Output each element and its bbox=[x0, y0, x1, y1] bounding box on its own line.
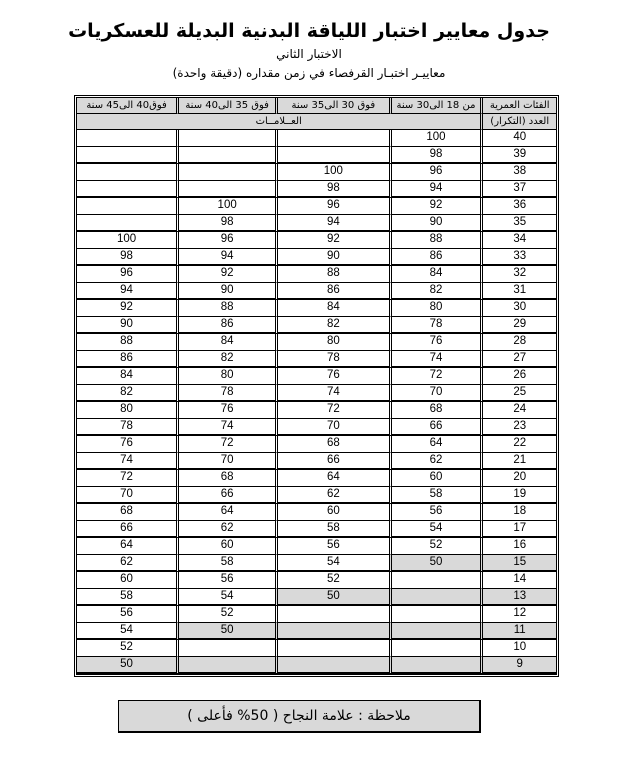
cell-age-30-35: 90 bbox=[275, 249, 388, 267]
table-row bbox=[77, 198, 556, 215]
cell-age-30-35 bbox=[275, 640, 388, 657]
cell-age-35-40: 96 bbox=[176, 232, 275, 249]
cell-age-35-40: 84 bbox=[176, 334, 275, 351]
cell-age-40-45: 82 bbox=[77, 385, 176, 403]
cell-age-40-45: 84 bbox=[77, 368, 176, 385]
cell-count: 40 bbox=[480, 130, 556, 147]
table-row bbox=[77, 283, 556, 301]
cell-age-40-45: 74 bbox=[77, 453, 176, 471]
cell-age-18-30: 100 bbox=[389, 130, 481, 147]
cell-age-40-45 bbox=[77, 130, 176, 147]
cell-age-18-30: 54 bbox=[389, 521, 481, 539]
cell-age-30-35: 86 bbox=[275, 283, 388, 301]
cell-age-35-40: 80 bbox=[176, 368, 275, 385]
cell-age-35-40: 94 bbox=[176, 249, 275, 267]
cell-age-40-45: 96 bbox=[77, 266, 176, 283]
cell-age-35-40: 74 bbox=[176, 419, 275, 437]
table-row bbox=[77, 623, 556, 641]
cell-age-30-35: 88 bbox=[275, 266, 388, 283]
cell-age-40-45: 70 bbox=[77, 487, 176, 505]
cell-age-35-40 bbox=[176, 130, 275, 147]
document-subtitle: الاختبار الثاني bbox=[276, 47, 342, 61]
cell-age-18-30 bbox=[389, 657, 481, 675]
table-row bbox=[77, 368, 556, 385]
cell-age-18-30: 82 bbox=[389, 283, 481, 301]
table-row bbox=[77, 572, 556, 589]
cell-age-30-35: 80 bbox=[275, 334, 388, 351]
cell-age-18-30: 56 bbox=[389, 504, 481, 521]
cell-count: 14 bbox=[480, 572, 556, 589]
table-row bbox=[77, 657, 556, 675]
table-row bbox=[77, 300, 556, 317]
cell-count: 34 bbox=[480, 232, 556, 249]
table-row bbox=[77, 419, 556, 437]
subheader-row bbox=[77, 114, 556, 130]
cell-age-40-45 bbox=[77, 164, 176, 181]
cell-age-40-45 bbox=[77, 198, 176, 215]
cell-age-40-45: 78 bbox=[77, 419, 176, 437]
cell-age-18-30 bbox=[389, 640, 481, 657]
table-row bbox=[77, 249, 556, 267]
table-row bbox=[77, 555, 556, 573]
cell-count: 24 bbox=[480, 402, 556, 419]
cell-age-18-30: 92 bbox=[389, 198, 481, 215]
cell-count: 26 bbox=[480, 368, 556, 385]
cell-age-40-45: 60 bbox=[77, 572, 176, 589]
cell-count: 36 bbox=[480, 198, 556, 215]
cell-count: 12 bbox=[480, 606, 556, 623]
cell-age-35-40: 76 bbox=[176, 402, 275, 419]
cell-age-30-35: 76 bbox=[275, 368, 388, 385]
cell-age-40-45: 94 bbox=[77, 283, 176, 301]
cell-age-40-45 bbox=[77, 181, 176, 199]
table-row bbox=[77, 232, 556, 249]
cell-age-40-45: 76 bbox=[77, 436, 176, 453]
cell-age-40-45: 86 bbox=[77, 351, 176, 369]
cell-age-35-40: 92 bbox=[176, 266, 275, 283]
cell-age-35-40: 52 bbox=[176, 606, 275, 623]
cell-age-35-40: 50 bbox=[176, 623, 275, 641]
cell-age-35-40: 66 bbox=[176, 487, 275, 505]
cell-age-30-35 bbox=[275, 130, 388, 147]
header-age-35-40: فوق 35 الى40 سنة bbox=[176, 98, 275, 114]
cell-count: 39 bbox=[480, 147, 556, 165]
cell-age-35-40: 56 bbox=[176, 572, 275, 589]
table-row bbox=[77, 130, 556, 147]
table-row bbox=[77, 215, 556, 233]
cell-age-18-30: 66 bbox=[389, 419, 481, 437]
cell-age-40-45: 100 bbox=[77, 232, 176, 249]
cell-age-30-35: 98 bbox=[275, 181, 388, 199]
cell-age-40-45: 50 bbox=[77, 657, 176, 675]
cell-count: 19 bbox=[480, 487, 556, 505]
cell-age-35-40: 88 bbox=[176, 300, 275, 317]
cell-age-18-30: 86 bbox=[389, 249, 481, 267]
cell-age-18-30: 50 bbox=[389, 555, 481, 573]
table-row bbox=[77, 589, 556, 607]
cell-age-18-30: 88 bbox=[389, 232, 481, 249]
cell-age-30-35 bbox=[275, 623, 388, 641]
table-row bbox=[77, 521, 556, 539]
cell-count: 23 bbox=[480, 419, 556, 437]
cell-age-35-40: 78 bbox=[176, 385, 275, 403]
cell-age-40-45: 92 bbox=[77, 300, 176, 317]
cell-count: 10 bbox=[480, 640, 556, 657]
cell-age-18-30: 74 bbox=[389, 351, 481, 369]
header-age-groups: الفئات العمرية bbox=[480, 98, 556, 114]
cell-age-18-30: 60 bbox=[389, 470, 481, 487]
cell-count: 22 bbox=[480, 436, 556, 453]
header-age-30-35: فوق 30 الى35 سنة bbox=[275, 98, 388, 114]
cell-age-40-45: 56 bbox=[77, 606, 176, 623]
cell-age-30-35 bbox=[275, 606, 388, 623]
cell-age-30-35 bbox=[275, 657, 388, 675]
table-row bbox=[77, 504, 556, 521]
header-row bbox=[77, 98, 556, 114]
cell-count: 20 bbox=[480, 470, 556, 487]
table-row bbox=[77, 470, 556, 487]
cell-age-35-40: 90 bbox=[176, 283, 275, 301]
cell-age-35-40: 58 bbox=[176, 555, 275, 573]
table-row bbox=[77, 147, 556, 165]
cell-age-18-30: 70 bbox=[389, 385, 481, 403]
cell-count: 37 bbox=[480, 181, 556, 199]
cell-count: 28 bbox=[480, 334, 556, 351]
cell-age-30-35: 70 bbox=[275, 419, 388, 437]
cell-count: 16 bbox=[480, 538, 556, 555]
table-row bbox=[77, 606, 556, 623]
table-row bbox=[77, 538, 556, 555]
cell-age-40-45: 62 bbox=[77, 555, 176, 573]
cell-count: 32 bbox=[480, 266, 556, 283]
cell-age-40-45: 72 bbox=[77, 470, 176, 487]
cell-age-35-40: 86 bbox=[176, 317, 275, 335]
cell-age-40-45: 66 bbox=[77, 521, 176, 539]
cell-age-18-30: 80 bbox=[389, 300, 481, 317]
cell-age-30-35: 58 bbox=[275, 521, 388, 539]
cell-count: 38 bbox=[480, 164, 556, 181]
document-description: معاييـر اختبـار القرفصاء في زمن مقداره (دقيقة واحدة) bbox=[172, 66, 446, 80]
cell-age-40-45: 68 bbox=[77, 504, 176, 521]
cell-age-35-40: 100 bbox=[176, 198, 275, 215]
cell-age-30-35: 66 bbox=[275, 453, 388, 471]
cell-age-18-30 bbox=[389, 572, 481, 589]
cell-age-35-40: 98 bbox=[176, 215, 275, 233]
cell-count: 11 bbox=[480, 623, 556, 641]
cell-age-35-40: 82 bbox=[176, 351, 275, 369]
cell-age-40-45: 80 bbox=[77, 402, 176, 419]
cell-age-30-35: 64 bbox=[275, 470, 388, 487]
cell-age-18-30: 90 bbox=[389, 215, 481, 233]
cell-age-18-30: 52 bbox=[389, 538, 481, 555]
cell-age-30-35: 50 bbox=[275, 589, 388, 607]
document-title: جدول معايير اختبار اللياقة البدنية البديلة للعسكريات bbox=[68, 20, 550, 42]
cell-age-35-40 bbox=[176, 181, 275, 199]
cell-age-35-40: 54 bbox=[176, 589, 275, 607]
cell-age-18-30: 68 bbox=[389, 402, 481, 419]
cell-age-18-30: 62 bbox=[389, 453, 481, 471]
cell-age-30-35: 68 bbox=[275, 436, 388, 453]
cell-age-18-30: 72 bbox=[389, 368, 481, 385]
table-row bbox=[77, 266, 556, 283]
table-row bbox=[77, 351, 556, 369]
cell-age-40-45: 54 bbox=[77, 623, 176, 641]
cell-age-18-30: 84 bbox=[389, 266, 481, 283]
table-row bbox=[77, 436, 556, 453]
table-row bbox=[77, 402, 556, 419]
cell-age-30-35: 72 bbox=[275, 402, 388, 419]
cell-age-35-40 bbox=[176, 640, 275, 657]
cell-count: 31 bbox=[480, 283, 556, 301]
cell-age-18-30: 78 bbox=[389, 317, 481, 335]
header-age-40-45: فوق40 الى45 سنة bbox=[77, 98, 176, 114]
cell-age-35-40: 62 bbox=[176, 521, 275, 539]
cell-age-30-35: 82 bbox=[275, 317, 388, 335]
table-row bbox=[77, 181, 556, 199]
cell-count: 33 bbox=[480, 249, 556, 267]
cell-age-30-35: 56 bbox=[275, 538, 388, 555]
cell-age-18-30: 76 bbox=[389, 334, 481, 351]
cell-age-30-35: 52 bbox=[275, 572, 388, 589]
table-row bbox=[77, 317, 556, 335]
cell-age-30-35: 62 bbox=[275, 487, 388, 505]
cell-age-30-35: 94 bbox=[275, 215, 388, 233]
cell-age-30-35: 100 bbox=[275, 164, 388, 181]
cell-age-18-30 bbox=[389, 589, 481, 607]
cell-count: 13 bbox=[480, 589, 556, 607]
cell-age-30-35: 54 bbox=[275, 555, 388, 573]
cell-age-30-35: 84 bbox=[275, 300, 388, 317]
cell-count: 9 bbox=[480, 657, 556, 675]
cell-age-30-35: 96 bbox=[275, 198, 388, 215]
cell-age-35-40 bbox=[176, 657, 275, 675]
cell-count: 27 bbox=[480, 351, 556, 369]
table-row bbox=[77, 453, 556, 471]
cell-age-40-45 bbox=[77, 147, 176, 165]
standards-table bbox=[76, 97, 557, 675]
subheader-count: العدد (التكرار) bbox=[480, 114, 556, 130]
cell-age-18-30: 64 bbox=[389, 436, 481, 453]
cell-age-35-40: 72 bbox=[176, 436, 275, 453]
cell-age-18-30: 96 bbox=[389, 164, 481, 181]
cell-age-35-40: 60 bbox=[176, 538, 275, 555]
cell-count: 17 bbox=[480, 521, 556, 539]
cell-age-30-35 bbox=[275, 147, 388, 165]
cell-age-40-45: 52 bbox=[77, 640, 176, 657]
header-age-18-30: من 18 الى30 سنة bbox=[389, 98, 481, 114]
subheader-marks: العــلامــات bbox=[77, 114, 480, 130]
pass-mark-note: ملاحظة : علامة النجاح ( 50% فأعلى ) bbox=[118, 700, 481, 733]
cell-count: 30 bbox=[480, 300, 556, 317]
cell-age-30-35: 74 bbox=[275, 385, 388, 403]
table-row bbox=[77, 487, 556, 505]
cell-age-18-30 bbox=[389, 606, 481, 623]
cell-age-40-45 bbox=[77, 215, 176, 233]
cell-age-18-30: 98 bbox=[389, 147, 481, 165]
cell-age-18-30: 58 bbox=[389, 487, 481, 505]
table-row bbox=[77, 385, 556, 403]
cell-age-35-40: 64 bbox=[176, 504, 275, 521]
cell-count: 18 bbox=[480, 504, 556, 521]
cell-age-40-45: 98 bbox=[77, 249, 176, 267]
table-row bbox=[77, 640, 556, 657]
cell-count: 29 bbox=[480, 317, 556, 335]
cell-age-18-30: 94 bbox=[389, 181, 481, 199]
cell-age-40-45: 88 bbox=[77, 334, 176, 351]
cell-count: 21 bbox=[480, 453, 556, 471]
cell-count: 35 bbox=[480, 215, 556, 233]
table-row bbox=[77, 164, 556, 181]
cell-age-35-40 bbox=[176, 147, 275, 165]
table-row bbox=[77, 334, 556, 351]
cell-age-35-40 bbox=[176, 164, 275, 181]
cell-count: 15 bbox=[480, 555, 556, 573]
cell-age-40-45: 58 bbox=[77, 589, 176, 607]
cell-age-40-45: 90 bbox=[77, 317, 176, 335]
cell-count: 25 bbox=[480, 385, 556, 403]
cell-age-35-40: 68 bbox=[176, 470, 275, 487]
cell-age-30-35: 92 bbox=[275, 232, 388, 249]
cell-age-30-35: 60 bbox=[275, 504, 388, 521]
cell-age-30-35: 78 bbox=[275, 351, 388, 369]
cell-age-18-30 bbox=[389, 623, 481, 641]
cell-age-35-40: 70 bbox=[176, 453, 275, 471]
cell-age-40-45: 64 bbox=[77, 538, 176, 555]
